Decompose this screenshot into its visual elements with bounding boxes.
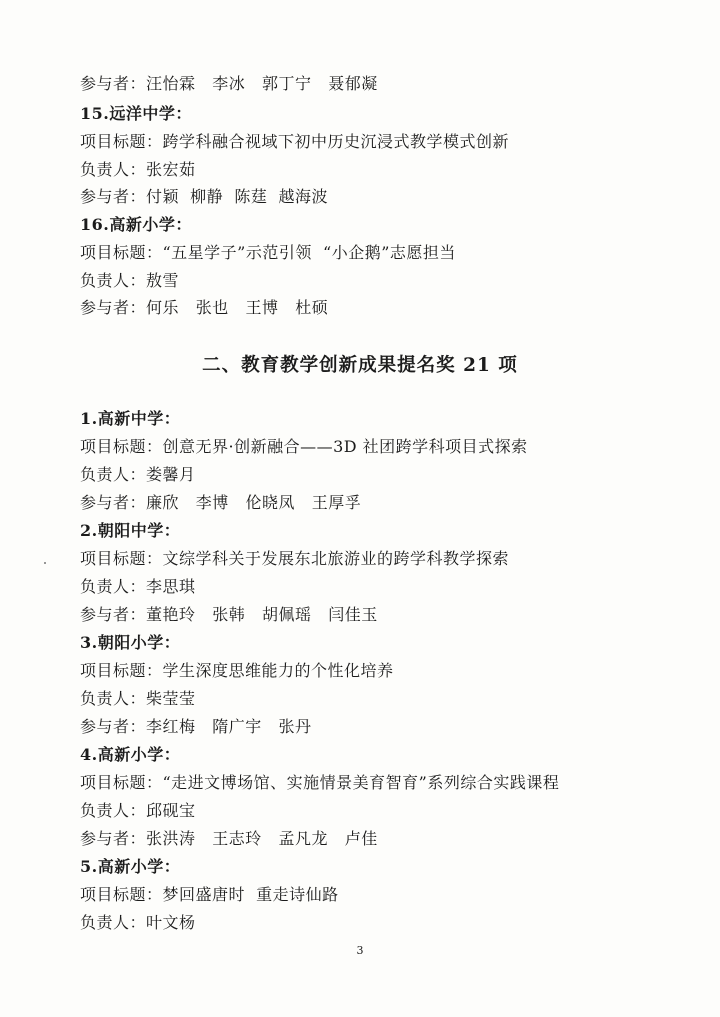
project-title-line: 项目标题：文综学科关于发展东北旅游业的跨学科教学探索 <box>80 549 510 568</box>
scan-speck <box>44 562 46 564</box>
project-title-line: 项目标题：学生深度思维能力的个性化培养 <box>80 661 394 680</box>
school-heading: 4.高新小学： <box>80 745 181 764</box>
school-heading: 16.高新小学： <box>80 215 192 234</box>
school-heading: 1.高新中学： <box>80 409 181 428</box>
leader-line: 负责人：柴莹莹 <box>80 689 196 708</box>
leader-line: 负责人：邱砚宝 <box>80 801 196 820</box>
participants-line: 参与者：廉欣 李博 伦晓凤 王厚孚 <box>80 493 362 512</box>
project-title-line: 项目标题：跨学科融合视域下初中历史沉浸式教学模式创新 <box>80 132 510 151</box>
leader-line: 负责人：娄馨月 <box>80 465 196 484</box>
leader-line: 负责人：李思琪 <box>80 577 196 596</box>
school-heading: 2.朝阳中学： <box>80 521 181 540</box>
participants-line: 参与者：何乐 张也 王博 杜硕 <box>80 298 329 317</box>
participants-line: 参与者：汪怡霖 李冰 郭丁宁 聂郁凝 <box>80 74 378 93</box>
section-title: 二、教育教学创新成果提名奖 21 项 <box>202 355 518 376</box>
project-title-line: 项目标题：梦回盛唐时 重走诗仙路 <box>80 885 339 904</box>
participants-line: 参与者：李红梅 隋广宇 张丹 <box>80 717 312 736</box>
participants-line: 参与者：董艳玲 张韩 胡佩瑶 闫佳玉 <box>80 605 378 624</box>
page-number: 3 <box>356 944 364 957</box>
participants-line: 参与者：付颖 柳静 陈莛 越海波 <box>80 187 329 206</box>
leader-line: 负责人：叶文杨 <box>80 913 196 932</box>
project-title-line: 项目标题：创意无界·创新融合——3D 社团跨学科项目式探索 <box>80 437 528 456</box>
project-title-line: 项目标题：“五星学子”示范引领 “小企鹅”志愿担当 <box>80 243 456 262</box>
school-heading: 5.高新小学： <box>80 857 181 876</box>
participants-line: 参与者：张洪涛 王志玲 孟凡龙 卢佳 <box>80 829 378 848</box>
leader-line: 负责人：张宏茹 <box>80 160 196 179</box>
school-heading: 15.远洋中学： <box>80 104 192 123</box>
leader-line: 负责人：敖雪 <box>80 271 180 290</box>
school-heading: 3.朝阳小学： <box>80 633 181 652</box>
project-title-line: 项目标题：“走进文博场馆、实施情景美育智育”系列综合实践课程 <box>80 773 560 792</box>
